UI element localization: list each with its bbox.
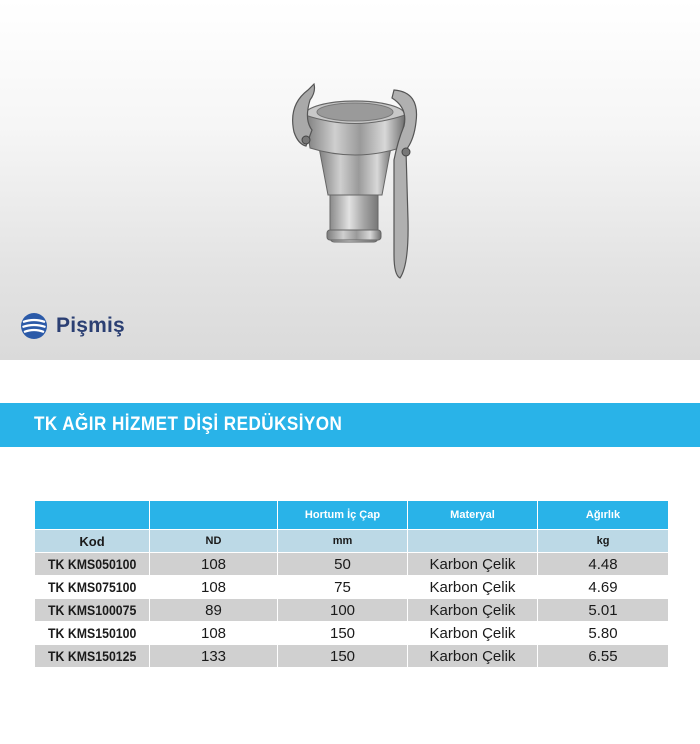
cell-material: Karbon Çelik <box>408 645 538 668</box>
brand-logo <box>20 311 125 341</box>
cell-hose-diameter: 150 <box>278 622 408 645</box>
cell-nd: 133 <box>150 645 278 668</box>
cell-material: Karbon Çelik <box>408 576 538 599</box>
cell-weight: 5.80 <box>538 622 669 645</box>
female-coupling-reducer-icon <box>270 70 440 285</box>
header-cell-unit-mm: mm <box>278 530 408 553</box>
header-cell <box>35 501 150 530</box>
cell-material: Karbon Çelik <box>408 622 538 645</box>
cell-code: TK KMS150125 <box>35 645 150 668</box>
table-header-row-bottom <box>35 530 669 553</box>
header-cell-weight: Ağırlık <box>538 501 669 530</box>
cell-nd: 89 <box>150 599 278 622</box>
cell-nd: 108 <box>150 576 278 599</box>
table-row <box>35 622 669 645</box>
table-header-row-top <box>35 501 669 530</box>
header-cell-hose-diameter: Hortum İç Çap <box>278 501 408 530</box>
cell-weight: 5.01 <box>538 599 669 622</box>
table-row <box>35 553 669 576</box>
product-hero <box>0 0 700 360</box>
title-banner <box>0 403 700 447</box>
header-cell <box>150 501 278 530</box>
cell-code: TK KMS100075 <box>35 599 150 622</box>
pismis-logo-icon <box>20 312 48 340</box>
cell-code: TK KMS075100 <box>35 576 150 599</box>
table-row <box>35 576 669 599</box>
cell-material: Karbon Çelik <box>408 599 538 622</box>
cell-hose-diameter: 100 <box>278 599 408 622</box>
cell-nd: 108 <box>150 553 278 576</box>
header-cell-nd: ND <box>150 530 278 553</box>
table-row <box>35 599 669 622</box>
spec-table <box>34 500 669 668</box>
cell-weight: 4.48 <box>538 553 669 576</box>
cell-weight: 6.55 <box>538 645 669 668</box>
cell-code: TK KMS050100 <box>35 553 150 576</box>
header-cell-code: Kod <box>35 530 150 553</box>
cell-code: TK KMS150100 <box>35 622 150 645</box>
cell-hose-diameter: 75 <box>278 576 408 599</box>
cell-weight: 4.69 <box>538 576 669 599</box>
header-cell-unit-kg: kg <box>538 530 669 553</box>
header-cell <box>408 530 538 553</box>
brand-name: Pişmiş <box>56 314 125 337</box>
cell-nd: 108 <box>150 622 278 645</box>
header-cell-material: Materyal <box>408 501 538 530</box>
cell-hose-diameter: 50 <box>278 553 408 576</box>
cell-material: Karbon Çelik <box>408 553 538 576</box>
page-title: TK AĞIR HİZMET DİŞİ REDÜKSİYON <box>34 414 343 435</box>
table-row <box>35 645 669 668</box>
cell-hose-diameter: 150 <box>278 645 408 668</box>
